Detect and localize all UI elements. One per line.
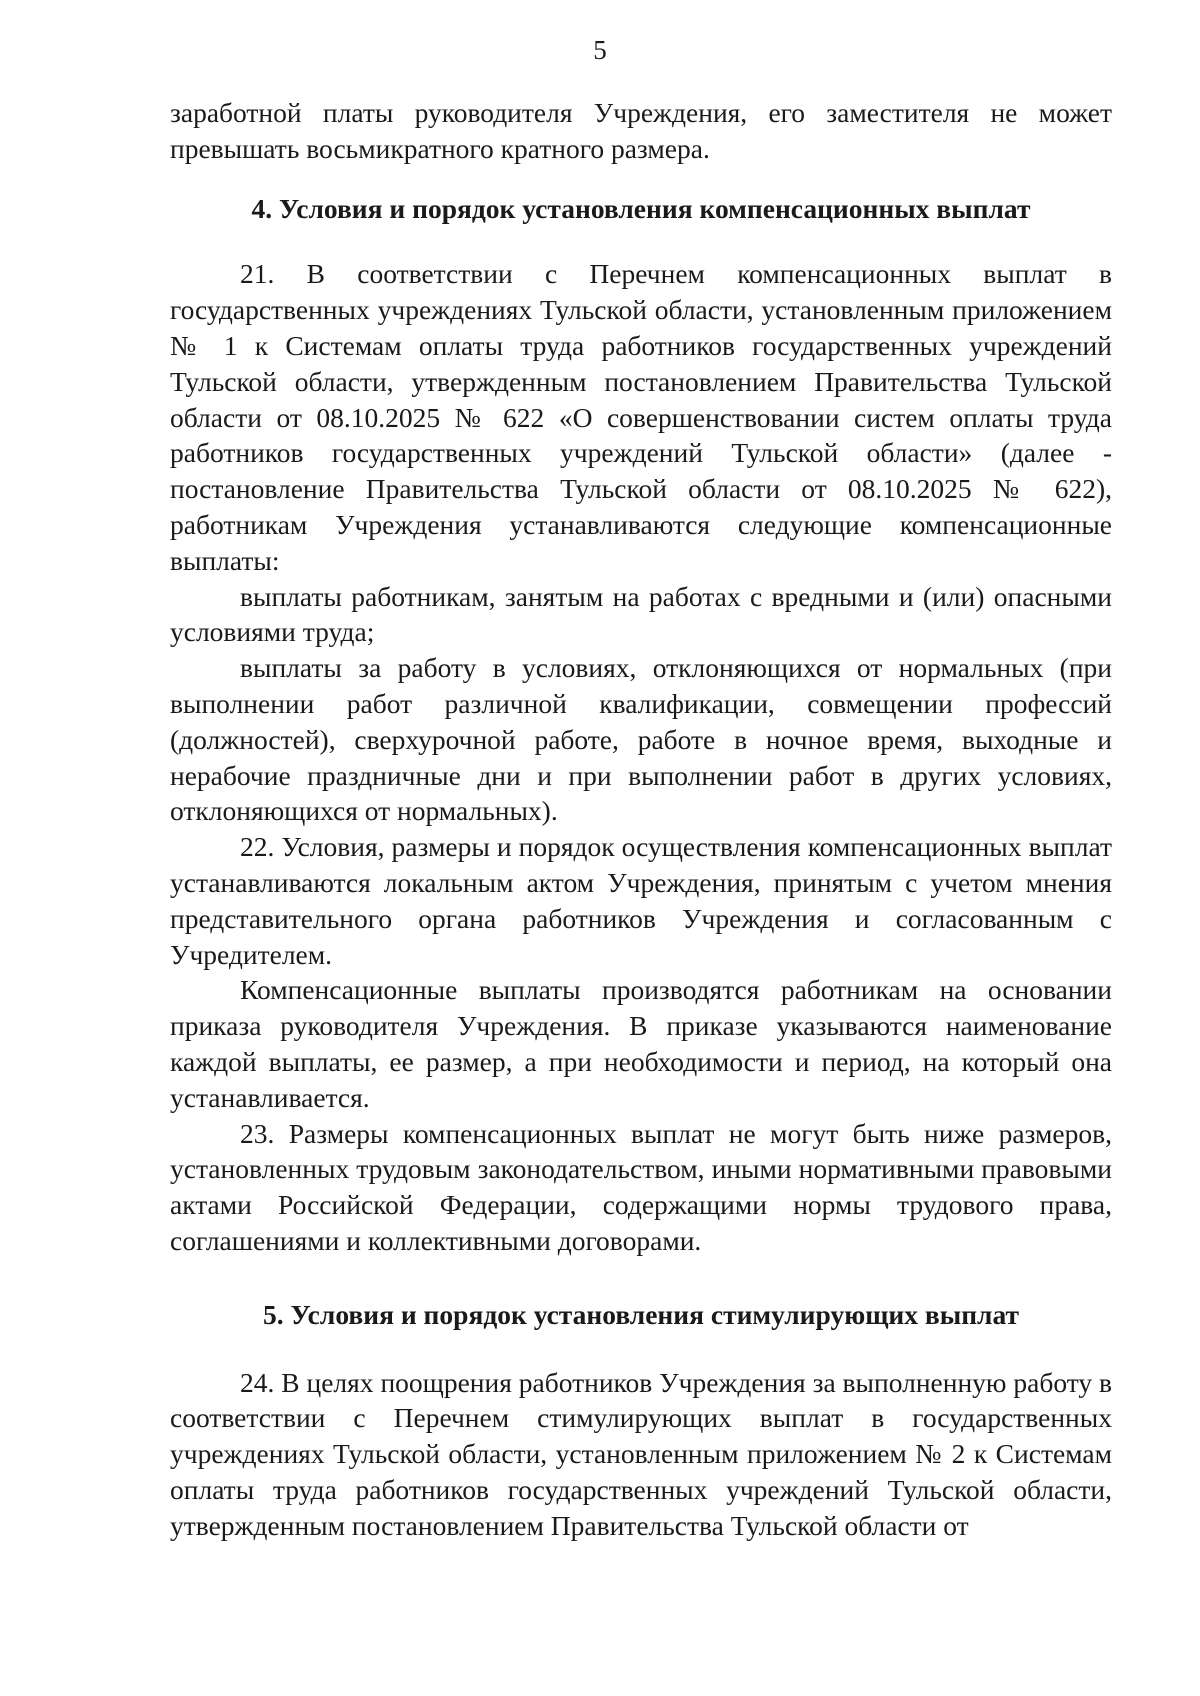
paragraph-23: 23. Размеры компенсационных выплат не могут быть ниже размеров, установленных трудовым законодательством, иными нормативными правовыми актами Российской Федерации, содержащими нормы трудового права, соглашениями и коллективными договорами.: [170, 1117, 1112, 1256]
paragraph-22: 22. Условия, размеры и порядок осуществления компенсационных выплат устанавливаются локальным актом Учреждения, принятым с учетом мнения представительного органа работников Учреждения и согласованным с Учредителем.: [170, 831, 1112, 970]
section-5-heading: 5. Условия и порядок установления стимулирующих выплат: [262, 1298, 1020, 1330]
page-number: 5: [593, 35, 607, 65]
continuation-paragraph: заработной платы руководителя Учреждения, его заместителя не может превышать восьмикратного кратного размера.: [170, 97, 1112, 164]
paragraph-21: 21. В соответствии с Перечнем компенсационных выплат в государственных учреждениях Тульской области, установленным приложением № 1 к Системам оплаты труда работников государственных учреждений Тульской области, утвержденным постановлением Правительства Тульской области от 08.10.2025 № 622 «О совершенствовании систем оплаты труда работников государственных учреждений Тульской области» (далее - постановление Правительства Тульской области от 08.10.2025 № 622), работникам Учреждения устанавливаются следующие компенсационные выплаты:: [170, 258, 1112, 576]
paragraph-22-continued: Компенсационные выплаты производятся работникам на основании приказа руководителя Учреждения. В приказе указываются наименование каждой выплаты, ее размер, а при необходимости и период, на который она устанавливается.: [170, 974, 1112, 1113]
list-item-abnormal-conditions: выплаты за работу в условиях, отклоняющихся от нормальных (при выполнении работ различной квалификации, совмещении профессий (должностей), сверхурочной работе, работе в ночное время, выходные и нерабочие праздничные дни и при выполнении работ в других условиях, отклоняющихся от нормальных).: [170, 652, 1112, 827]
list-item-hazardous-conditions: выплаты работникам, занятым на работах с вредными и (или) опасными условиями труда;: [170, 580, 1112, 648]
section-4-heading: 4. Условия и порядок установления компенсационных выплат: [251, 192, 1031, 224]
document-body: [170, 95, 1112, 1543]
paragraph-24: 24. В целях поощрения работников Учреждения за выполненную работу в соответствии с Перечнем стимулирующих выплат в государственных учреждениях Тульской области, установленным приложением № 2 к Системам оплаты труда работников государственных учреждений Тульской области, утвержденным постановлением Правительства Тульской области от: [170, 1366, 1112, 1541]
